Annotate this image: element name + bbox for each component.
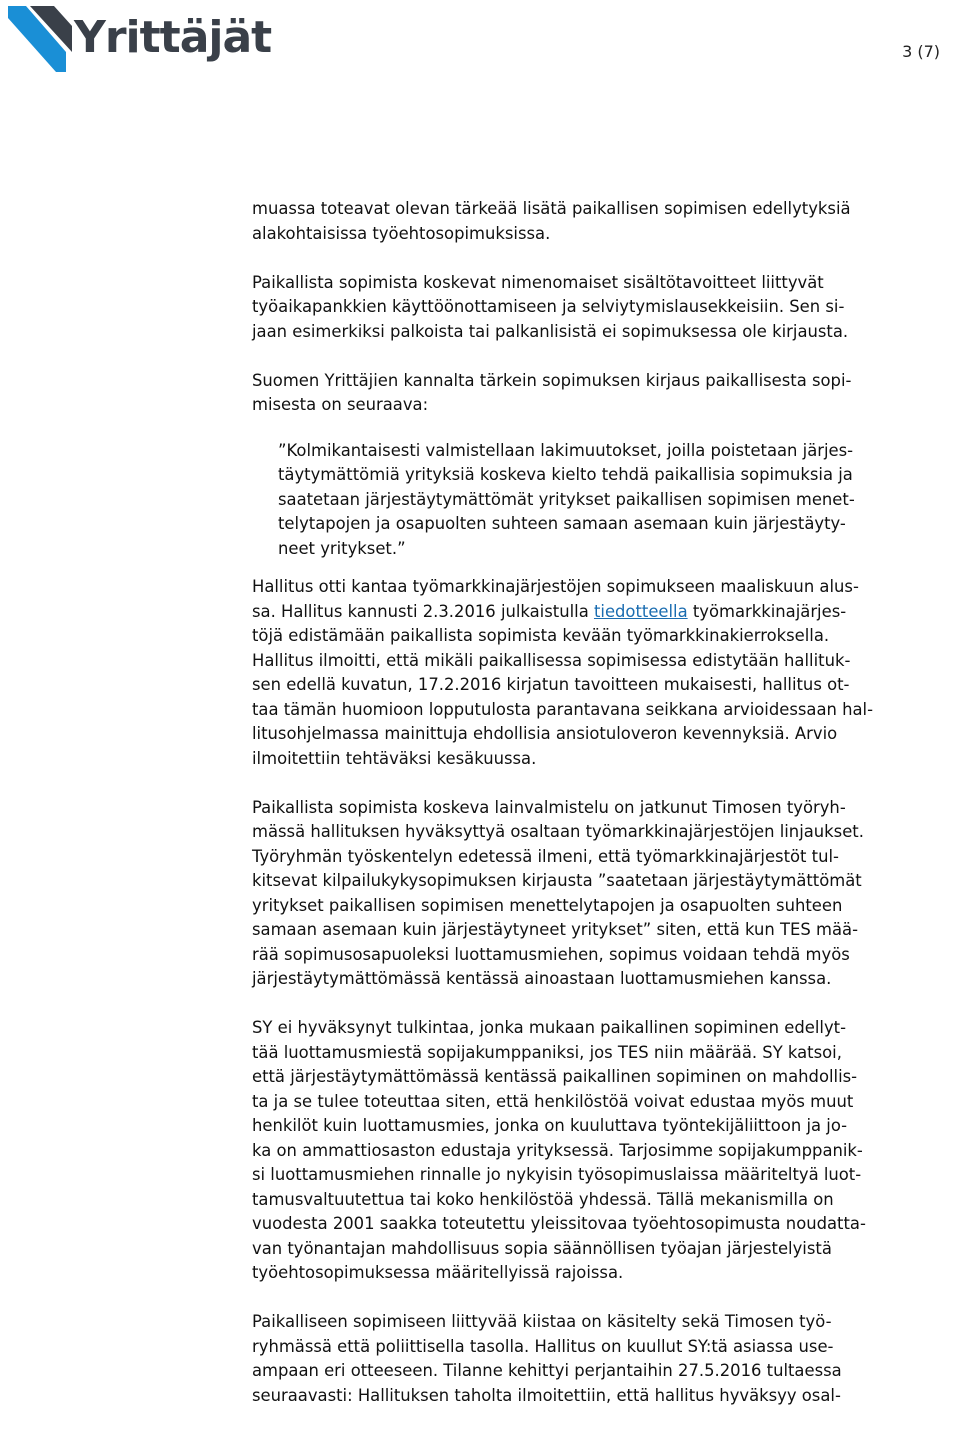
- quote-line: neet yritykset.”: [278, 538, 406, 558]
- text-line: Hallitus ilmoitti, että mikäli paikallisessa sopimisessa edistytään hallituk-: [252, 650, 851, 670]
- quote-line: telytapojen ja osapuolten suhteen samaan asemaan kuin järjestäyty-: [278, 514, 846, 533]
- text-line: misesta on seuraava:: [252, 395, 429, 414]
- text-line: Paikallista sopimista koskeva lainvalmistelu on jatkunut Timosen työryh-: [252, 797, 846, 817]
- paragraph-dispute: [252, 1310, 958, 1408]
- text-line: seuraavasti: Hallituksen taholta ilmoitettiin, että hallitus hyväksyy osal-: [252, 1385, 841, 1405]
- paragraph-3: [252, 369, 958, 418]
- text-line: työaikapankkien käyttöönottamiseen ja selviytymislausekkeisiin. Sen si-: [252, 297, 845, 316]
- quote-line: saatetaan järjestäytymättömät yritykset paikallisen sopimisen menet-: [278, 489, 855, 509]
- quote-line: ”Kolmikantaisesti valmistellaan lakimuutokset, joilla poistetaan järjes-: [278, 440, 854, 460]
- paragraph-government: [252, 575, 958, 771]
- text-line: vuodesta 2001 saakka toteutettu yleissitovaa työehtosopimusta noudatta-: [252, 1214, 866, 1233]
- text-line: että järjestäytymättömässä kentässä paikallinen sopiminen on mahdollis-: [252, 1067, 858, 1086]
- paragraph-2: [252, 271, 958, 345]
- document-body: [252, 197, 958, 1433]
- text-line: litusohjelmassa mainittuja ehdollisia ansiotuloveron kevennyksiä. Arvio: [252, 724, 838, 743]
- tiedote-link[interactable]: tiedotteella: [593, 601, 688, 621]
- text-line: mässä hallituksen hyväksyttyä osaltaan työmarkkinajärjestöjen linjaukset.: [252, 822, 864, 841]
- text-line: [252, 600, 958, 625]
- text-line: henkilöt kuin luottamusmies, jonka on kuuluttava työntekijäliittoon ja jo-: [252, 1116, 848, 1135]
- text-line: taa tämän huomioon lopputulosta parantavana seikkana arvioidessaan hal-: [252, 699, 873, 719]
- text-line: si luottamusmiehen rinnalle jo nykyisin työsopimuslaissa määriteltyä luot-: [252, 1165, 862, 1184]
- text-line: sen edellä kuvatun, 17.2.2016 kirjatun tavoitteen mukaisesti, hallitus ot-: [252, 675, 850, 694]
- text-line: rää sopimusosapuoleksi luottamusmiehen, sopimus voidaan tehdä myös: [252, 944, 850, 964]
- paragraph-sy-position: [252, 1016, 958, 1286]
- text-line: tää luottamusmiestä sopijakumppaniksi, jos TES niin määrää. SY katsoi,: [252, 1042, 842, 1062]
- text-line: muassa toteavat olevan tärkeää lisätä paikallisen sopimisen edellytyksiä: [252, 199, 851, 218]
- text-line: ampaan eri otteeseen. Tilanne kehittyi perjantaihin 27.5.2016 tultaessa: [252, 1361, 842, 1380]
- quote-line: täytymättömiä yrityksiä koskeva kielto tehdä paikallisia sopimuksia ja: [278, 465, 853, 484]
- text-line: Paikallista sopimista koskevat nimenomaiset sisältötavoitteet liittyvät: [252, 272, 824, 292]
- text-line: Työryhmän työskentelyn edetessä ilmeni, että työmarkkinajärjestöt tul-: [252, 846, 839, 866]
- text-line: alakohtaisissa työehtosopimuksissa.: [252, 223, 551, 243]
- logo-mark-icon: [8, 6, 72, 72]
- text-line: tamusvaltuutettua tai koko henkilöstöä yhdessä. Tällä mekanismilla on: [252, 1189, 834, 1209]
- text-line: ka on ammattiosaston edustaja yrityksessä. Tarjosimme sopijakumppanik-: [252, 1140, 863, 1160]
- text-line: työehtosopimuksessa määritellyissä rajoissa.: [252, 1263, 624, 1282]
- text-line: ryhmässä että poliittisella tasolla. Hallitus on kuullut SY:tä asiassa use-: [252, 1336, 834, 1356]
- text-line: järjestäytymättömässä kentässä ainoastaan luottamusmiehen kanssa.: [252, 969, 832, 988]
- text-line: van työnantajan mahdollisuus sopia säännöllisen työajan järjestelyistä: [252, 1238, 832, 1258]
- text-fragment: työmarkkinajärjes-: [687, 601, 847, 621]
- text-line: jaan esimerkiksi palkoista tai palkanlisistä ei sopimuksessa ole kirjausta.: [252, 321, 849, 341]
- text-line: ta ja se tulee toteuttaa siten, että henkilöstöä voivat edustaa myös muut: [252, 1091, 854, 1111]
- text-line: SY ei hyväksynyt tulkintaa, jonka mukaan paikallinen sopiminen edellyt-: [252, 1018, 846, 1037]
- text-line: Suomen Yrittäjien kannalta tärkein sopimuksen kirjaus paikallisesta sopi-: [252, 370, 852, 390]
- text-line: Paikalliseen sopimiseen liittyvää kiistaa on käsitelty sekä Timosen työ-: [252, 1312, 832, 1331]
- text-line: ilmoitettiin tehtäväksi kesäkuussa.: [252, 748, 537, 768]
- text-line: töjä edistämään paikallista sopimista kevään työmarkkinakierroksella.: [252, 626, 830, 645]
- text-fragment: sa. Hallitus kannusti 2.3.2016 julkaistulla: [252, 601, 594, 621]
- text-line: samaan asemaan kuin järjestäytyneet yritykset” siten, että kun TES mää-: [252, 920, 858, 939]
- yrittajat-logo: [8, 6, 288, 76]
- logo-text: Yrittäjät: [74, 12, 272, 63]
- quote-block: [278, 439, 958, 562]
- paragraph-1: [252, 197, 958, 246]
- text-line: Hallitus otti kantaa työmarkkinajärjestöjen sopimukseen maaliskuun alus-: [252, 577, 859, 596]
- text-line: yritykset paikallisen sopimisen menettelytapojen ja osapuolten suhteen: [252, 895, 843, 915]
- page-number: 3 (7): [902, 42, 940, 61]
- text-line: kitsevat kilpailukykysopimuksen kirjausta ”saatetaan järjestäytymättömät: [252, 871, 862, 890]
- paragraph-legislation: [252, 796, 958, 992]
